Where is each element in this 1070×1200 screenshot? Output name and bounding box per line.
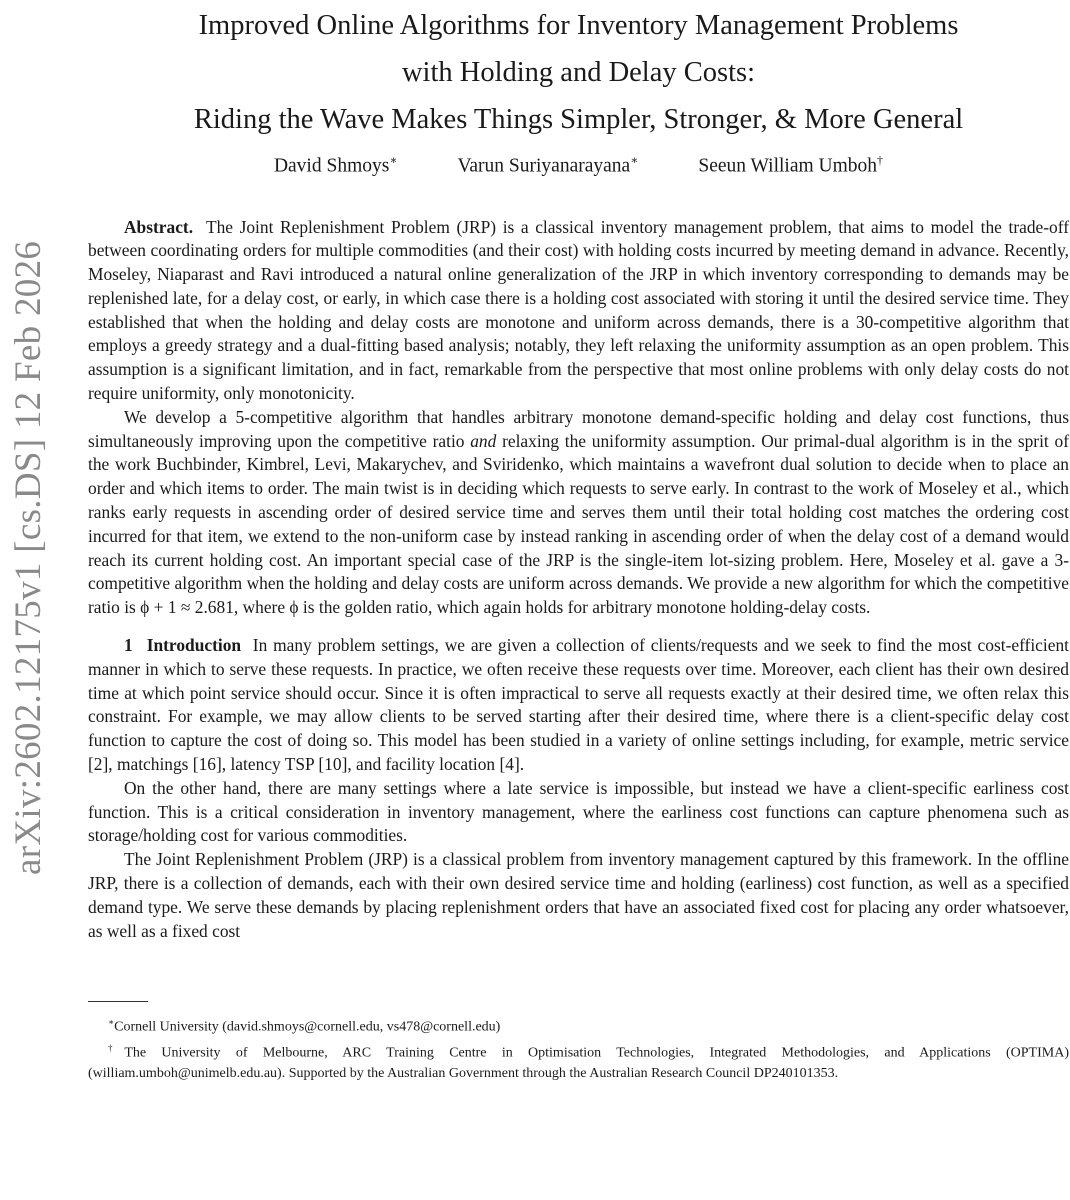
abstract-paragraph-1: Abstract. The Joint Replenishment Problem (JRP) is a classical inventory management problem, that aims to model the trade-off between coordinating orders for multiple commodities (and their cost) with holding costs incurred by meeting demand in advance. Recently, Moseley, Niaparast and Ravi introduced a natural online generalization of the JRP in which inventory corresponding to demands may be replenished late, for a delay cost, or early, in which case there is a holding cost associated with storing it until the desired service time. They established that when the holding and delay costs are monotone and uniform across demands, there is a 30-competitive algorithm that employs a greedy strategy and a dual-fitting based analysis; notably, they left relaxing the uniformity assumption as an open problem. This assumption is a significant limitation, and in fact, remarkable from the perspective that most online problems with only delay costs do not require uniformity, only monotonicity. xyxy=(88,216,1069,404)
abstract-paragraph-2: We develop a 5-competitive algorithm that handles arbitrary monotone demand-specific holding and delay cost functions, thus simultaneously improving upon the competitive ratio and relaxing the uniformity assumption. Our primal-dual algorithm is in the sprit of the work Buchbinder, Kimbrel, Levi, Makarychev, and Sviridenko, which maintains a wavefront dual solution to decide when to place an order and which items to order. The main twist is in deciding which requests to serve early. In contrast to the work of Moseley et al., which ranks early requests in ascending order of desired service time and serves them until their total holding cost matches the ordering cost incurred for that item, we extend to the non-uniform case by instead ranking in ascending order of when the delay cost of a demand would reach its current holding cost. An important special case of the JRP is the single-item lot-sizing problem. Here, Moseley et al. gave a 3-competitive algorithm when the holding and delay costs are uniform across demands. We provide a new algorithm for which the competitive ratio is ϕ + 1 ≈ 2.681, where ϕ is the golden ratio, which again holds for arbitrary monotone holding-delay costs. xyxy=(88,406,1069,618)
author: Varun Suriyanarayana∗ xyxy=(457,153,639,177)
section-number: 1 xyxy=(124,635,133,656)
section-heading: Introduction xyxy=(146,635,242,656)
paper-page xyxy=(88,0,1069,1084)
introduction-section xyxy=(88,634,1069,943)
title-line-3: Riding the Wave Makes Things Simpler, Stronger, & More General xyxy=(193,104,964,135)
intro-paragraph-3: The Joint Replenishment Problem (JRP) is a classical problem from inventory management captured by this framework. In the offline JRP, there is a collection of demands, each with their own desired service time and holding (earliness) cost function, as well as a specified demand type. We serve these demands by placing replenishment orders that have an associated fixed cost for placing any order whatsoever, as well as a fixed cost xyxy=(88,849,1069,941)
intro-paragraph-2: On the other hand, there are many settings where a late service is impossible, but instead we have a client-specific earliness cost function. This is a critical consideration in inventory management, where the earliness cost functions can capture phenomena such as storage/holding cost for various commodities. xyxy=(88,777,1069,846)
author-list xyxy=(88,153,1069,178)
abstract-label: Abstract. xyxy=(124,216,194,237)
author: David Shmoys∗ xyxy=(273,153,398,177)
paper-title xyxy=(88,0,1069,143)
title-line-1: Improved Online Algorithms for Inventory Management Problems xyxy=(198,10,959,41)
arxiv-identifier-stamp: arXiv:2602.12175v1 [cs.DS] 12 Feb 2026 xyxy=(8,240,49,876)
title-line-2: with Holding and Delay Costs: xyxy=(401,57,756,88)
footnote-1: ∗Cornell University (david.shmoys@cornell.edu, vs478@cornell.edu) xyxy=(108,1017,501,1036)
footnote-divider xyxy=(88,1001,148,1002)
intro-paragraph-1: 1 Introduction In many problem settings, we are given a collection of clients/requests and we seek to find the most cost-efficient manner in which to serve these requests. In practice, we often receive these requests over time. Moreover, each client has their own desired time at which point service should occur. Since it is often impractical to serve all requests exactly at their desired time, we often relax this constraint. For example, we may allow clients to be served starting after their desired time, where there is a client-specific delay cost function to capture the cost of doing so. This model has been studied in a variety of online settings including, for example, metric service [2], matchings [16], latency TSP [10], and facility location [4]. xyxy=(88,635,1069,775)
author: Seeun William Umboh† xyxy=(698,153,884,177)
footnotes xyxy=(88,1012,1069,1083)
abstract-section xyxy=(88,216,1069,621)
footnote-2: †The University of Melbourne, ARC Training Centre in Optimisation Technologies, Integrated Methodologies, and Applications (OPTIMA) (william.umboh@unimelb.edu.au). Supported by the Australian Government through the Australian Research Council DP240101353. xyxy=(88,1043,1069,1081)
